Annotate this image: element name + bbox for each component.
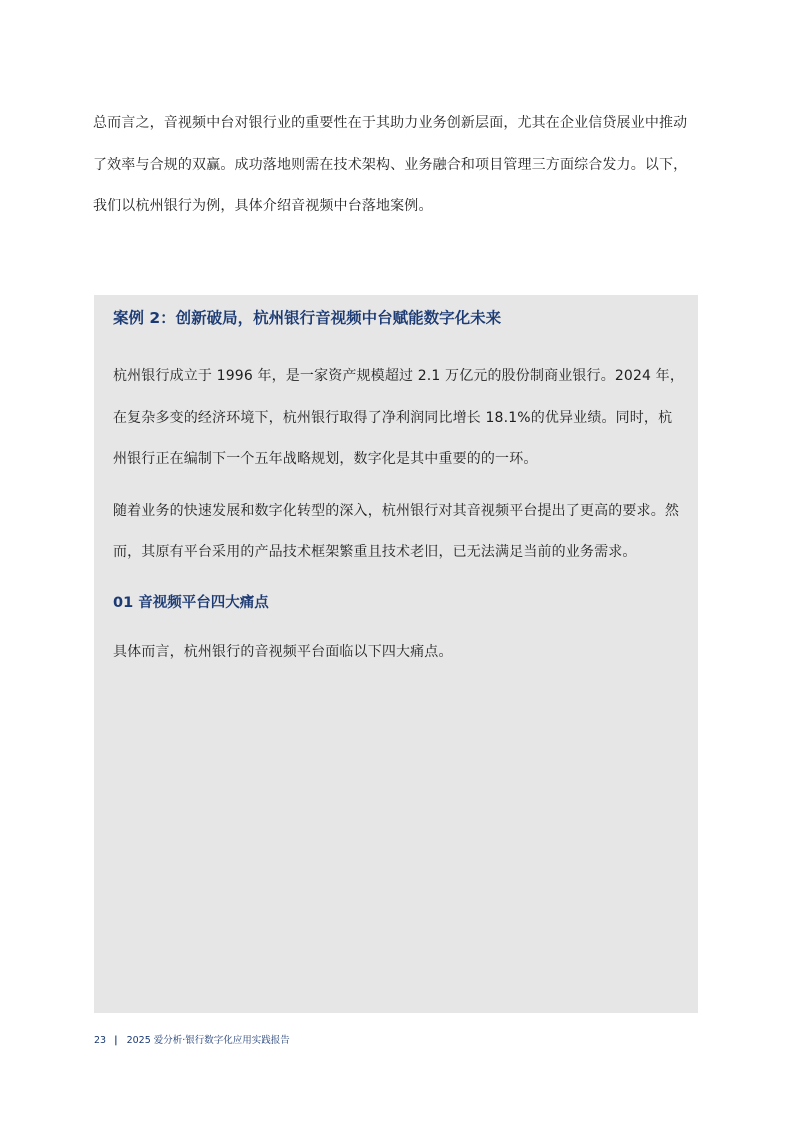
report-title: 2025 爱分析·银行数字化应用实践报告 [126,1035,290,1046]
case-paragraph-challenge: 随着业务的快速发展和数字化转型的深入，杭州银行对其音视频平台提出了更高的要求。然而，其原有平台采用的产品技术框架繁重且技术老旧，已无法满足当前的业务需求。 [113,502,679,560]
case-paragraph-pain-points-intro: 具体而言，杭州银行的音视频平台面临以下四大痛点。 [113,643,453,660]
page-footer [94,1034,290,1048]
footer-separator: | [114,1035,118,1046]
intro-paragraph: 总而言之，音视频中台对银行业的重要性在于其助力业务创新层面，尤其在企业信贷展业中推动了效率与合规的双赢。成功落地则需在技术架构、业务融合和项目管理三方面综合发力。以下，我们以杭州银行为例，具体介绍音视频中台落地案例。 [93,115,688,214]
case-title: 案例 2：创新破局，杭州银行音视频中台赋能数字化未来 [113,309,502,327]
case-paragraph-background: 杭州银行成立于 1996 年，是一家资产规模超过 2.1 万亿元的股份制商业银行。2024 年，在复杂多变的经济环境下，杭州银行取得了净利润同比增长 18.1%的优异业绩。同时，杭州银行正在编制下一个五年战略规划，数字化是其中重要的的一环。 [113,368,684,467]
page-number: 23 [94,1035,107,1046]
case-study-box [94,295,698,1013]
section-heading-pain-points: 01 音视频平台四大痛点 [113,594,269,611]
